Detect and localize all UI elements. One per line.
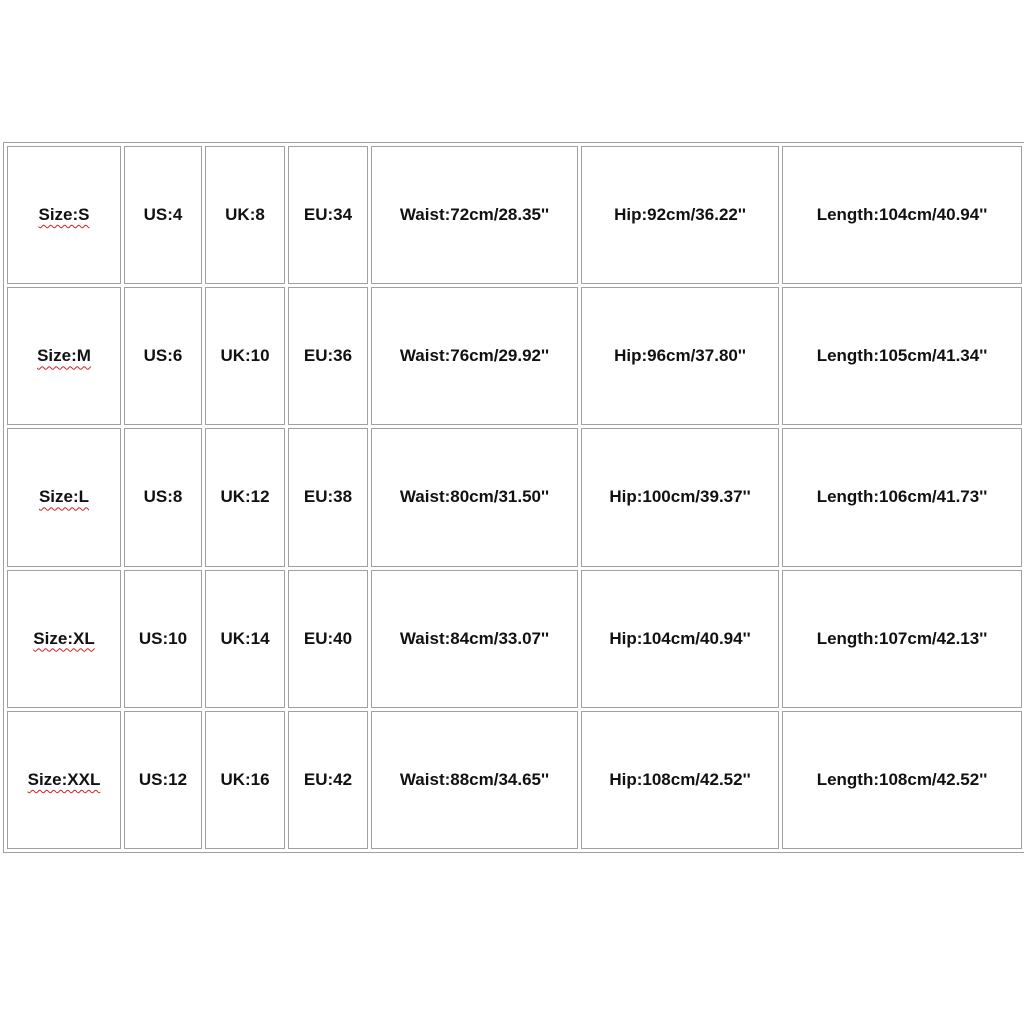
waist-cell: Waist:88cm/34.65'' xyxy=(371,711,578,849)
length-cell: Length:108cm/42.52'' xyxy=(782,711,1022,849)
us-size-cell: US:10 xyxy=(124,570,202,708)
size-label: Size:S xyxy=(38,205,90,225)
waist-cell: Waist:72cm/28.35'' xyxy=(371,146,578,284)
eu-size-cell: EU:36 xyxy=(288,287,368,425)
size-cell xyxy=(7,711,121,849)
size-label: Size:L xyxy=(38,487,90,507)
eu-size-cell: EU:40 xyxy=(288,570,368,708)
table-row-size-xl xyxy=(7,570,1022,708)
hip-cell: Hip:96cm/37.80'' xyxy=(581,287,779,425)
length-cell: Length:105cm/41.34'' xyxy=(782,287,1022,425)
waist-cell: Waist:76cm/29.92'' xyxy=(371,287,578,425)
waist-cell: Waist:84cm/33.07'' xyxy=(371,570,578,708)
length-cell: Length:107cm/42.13'' xyxy=(782,570,1022,708)
uk-size-cell: UK:8 xyxy=(205,146,285,284)
size-label: Size:XXL xyxy=(27,769,101,789)
eu-size-cell: EU:42 xyxy=(288,711,368,849)
hip-cell: Hip:92cm/36.22'' xyxy=(581,146,779,284)
hip-cell: Hip:108cm/42.52'' xyxy=(581,711,779,849)
uk-size-cell: UK:12 xyxy=(205,428,285,566)
us-size-cell: US:12 xyxy=(124,711,202,849)
size-cell xyxy=(7,146,121,284)
eu-size-cell: EU:34 xyxy=(288,146,368,284)
size-label: Size:XL xyxy=(33,628,95,648)
us-size-cell: US:4 xyxy=(124,146,202,284)
us-size-cell: US:8 xyxy=(124,428,202,566)
size-cell xyxy=(7,428,121,566)
eu-size-cell: EU:38 xyxy=(288,428,368,566)
table-row-size-l xyxy=(7,428,1022,566)
waist-cell: Waist:80cm/31.50'' xyxy=(371,428,578,566)
size-chart-table xyxy=(3,142,1024,853)
length-cell: Length:106cm/41.73'' xyxy=(782,428,1022,566)
size-cell xyxy=(7,287,121,425)
hip-cell: Hip:100cm/39.37'' xyxy=(581,428,779,566)
size-label: Size:M xyxy=(37,346,91,366)
uk-size-cell: UK:16 xyxy=(205,711,285,849)
us-size-cell: US:6 xyxy=(124,287,202,425)
size-cell xyxy=(7,570,121,708)
hip-cell: Hip:104cm/40.94'' xyxy=(581,570,779,708)
table-row-size-m xyxy=(7,287,1022,425)
uk-size-cell: UK:10 xyxy=(205,287,285,425)
table-row-size-xxl xyxy=(7,711,1022,849)
length-cell: Length:104cm/40.94'' xyxy=(782,146,1022,284)
uk-size-cell: UK:14 xyxy=(205,570,285,708)
table-row-size-s xyxy=(7,146,1022,284)
